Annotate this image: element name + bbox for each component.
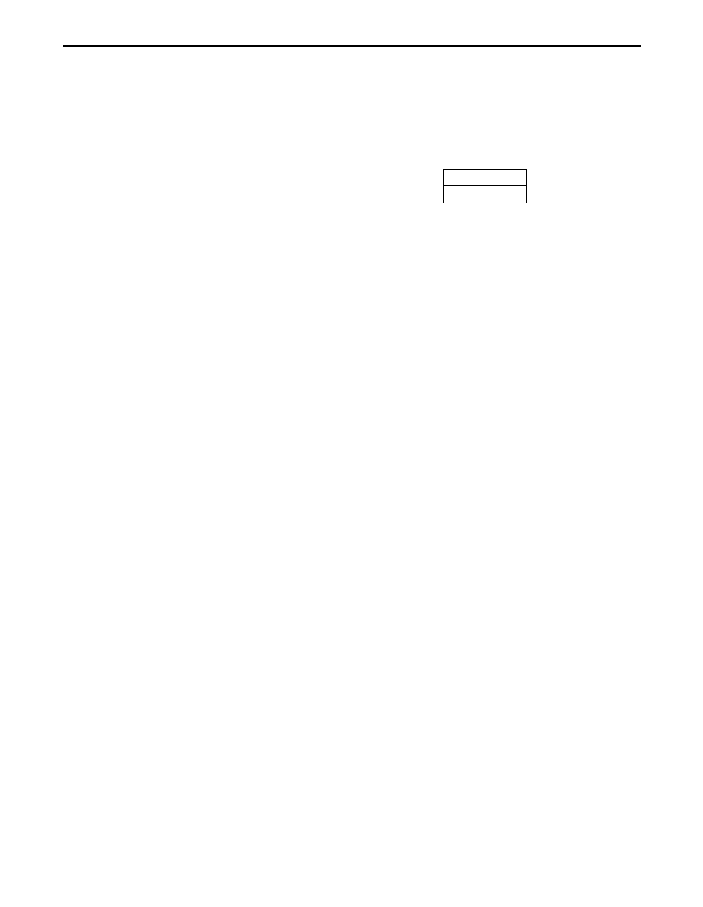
display-pattern-header bbox=[443, 169, 527, 186]
pattern-letters-row bbox=[443, 186, 527, 203]
page-header bbox=[63, 28, 641, 47]
operator-mode-table bbox=[176, 169, 528, 716]
